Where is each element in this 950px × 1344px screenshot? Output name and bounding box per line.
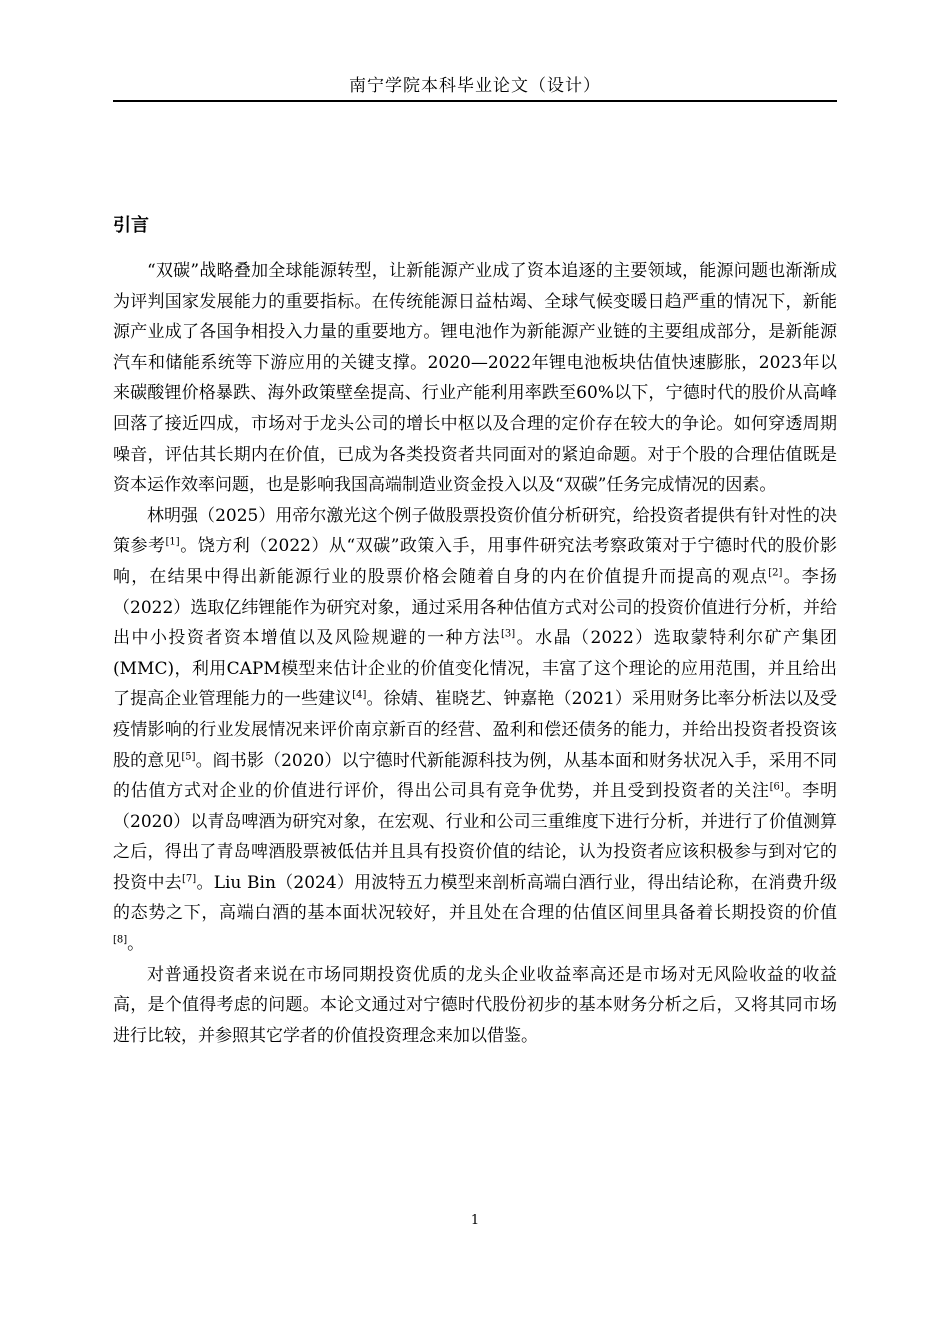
- page-number: 1: [470, 1213, 480, 1228]
- body-text: [113, 256, 837, 1051]
- paragraph-1: “双碳”战略叠加全球能源转型，让新能源产业成了资本追逐的主要领域，能源问题也渐渐成为评判国家发展能力的重要指标。在传统能源日益枯竭、全球气候变暖日趋严重的情况下，新能源产业成了各国争相投入力量的重要地方。锂电池作为新能源产业链的主要组成部分，是新能源汽车和储能系统等下游应用的关键支撑。2020—2022年锂电池板块估值快速膨胀，2023年以来碳酸锂价格暴跌、海外政策壁垒提高、行业产能利用率跌至60%以下，宁德时代的股价从高峰回落了接近四成，市场对于龙头公司的增长中枢以及合理的定价存在较大的争论。如何穿透周期噪音，评估其长期内在价值，已成为各类投资者共同面对的紧迫命题。对于个股的合理估值既是资本运作效率问题，也是影响我国高端制造业资金投入以及“双碳”任务完成情况的因素。: [113, 261, 837, 496]
- paragraph-3: 对普通投资者来说在市场同期投资优质的龙头企业收益率高还是市场对无风险收益的收益高，是个值得考虑的问题。本论文通过对宁德时代股份初步的基本财务分析之后，又将其同市场进行比较，并参照其它学者的价值投资理念来加以借鉴。: [113, 964, 837, 1046]
- section-heading: 引言: [113, 215, 149, 236]
- paragraph-2-text: 。李明（2020）以青岛啤酒为研究对象，在宏观、行业和公司三重维度下进行分析，并进行了价值测算之后，得出了青岛啤酒股票被低估并且具有投资价值的结论，认为投资者应该积极参与到对它的投资中去: [113, 781, 838, 893]
- citation-8: [8]: [113, 934, 128, 946]
- paragraph-2-text: 。阎书影（2020）以宁德时代新能源科技为例，从基本面和财务状况入手，采用不同的估值方式对企业的价值进行评价，得出公司具有竞争优势，并且受到投资者的关注: [113, 750, 837, 802]
- paragraph-2: [113, 501, 837, 960]
- header-rule: [113, 100, 837, 102]
- paragraph-2-text: 林明强（2025）用帝尔激光这个例子做股票投资价值分析研究，给投资者提供有针对性的决策参考: [113, 505, 837, 557]
- citation-7: [7]: [182, 873, 197, 885]
- paragraph-2-text: 。徐婧、崔晓艺、钟嘉艳（2021）采用财务比率分析法以及受疫情影响的行业发展情况来评价南京新百的经营、盈利和偿还债务的能力，并给出投资者投资该股的意见: [113, 689, 838, 771]
- paragraph-2-text: 。水晶（2022）选取蒙特利尔矿产集团(MMC)，利用CAPM模型来估计企业的价值变化情况，丰富了这个理论的应用范围，并且给出了提高企业管理能力的一些建议: [113, 628, 837, 710]
- citation-6: [6]: [769, 781, 784, 793]
- citation-4: [4]: [352, 689, 367, 701]
- citation-1: [1]: [165, 536, 180, 548]
- paragraph-2-text: 。饶方利（2022）从“双碳”政策入手，用事件研究法考察政策对于宁德时代的股价影响，在结果中得出新能源行业的股票价格会随着自身的内在价值提升而提高的观点: [113, 536, 837, 587]
- citation-3: [3]: [500, 628, 516, 640]
- paragraph-2-text: 。: [127, 934, 145, 955]
- paragraph-2-text: 。Liu Bin（2024）用波特五力模型来剖析高端白酒行业，得出结论称，在消费升级的态势之下，高端白酒的基本面状况较好，并且处在合理的估值区间里具备着长期投资的价值: [113, 872, 837, 924]
- citation-5: [5]: [181, 750, 196, 762]
- paragraph-2-text: 。李扬（2022）选取亿纬锂能作为研究对象，通过采用各种估值方式对公司的投资价值进行分析，并给出中小投资者资本增值以及风险规避的一种方法: [113, 566, 838, 649]
- running-header: 南宁学院本科毕业论文（设计）: [349, 76, 601, 96]
- citation-2: [2]: [768, 567, 783, 579]
